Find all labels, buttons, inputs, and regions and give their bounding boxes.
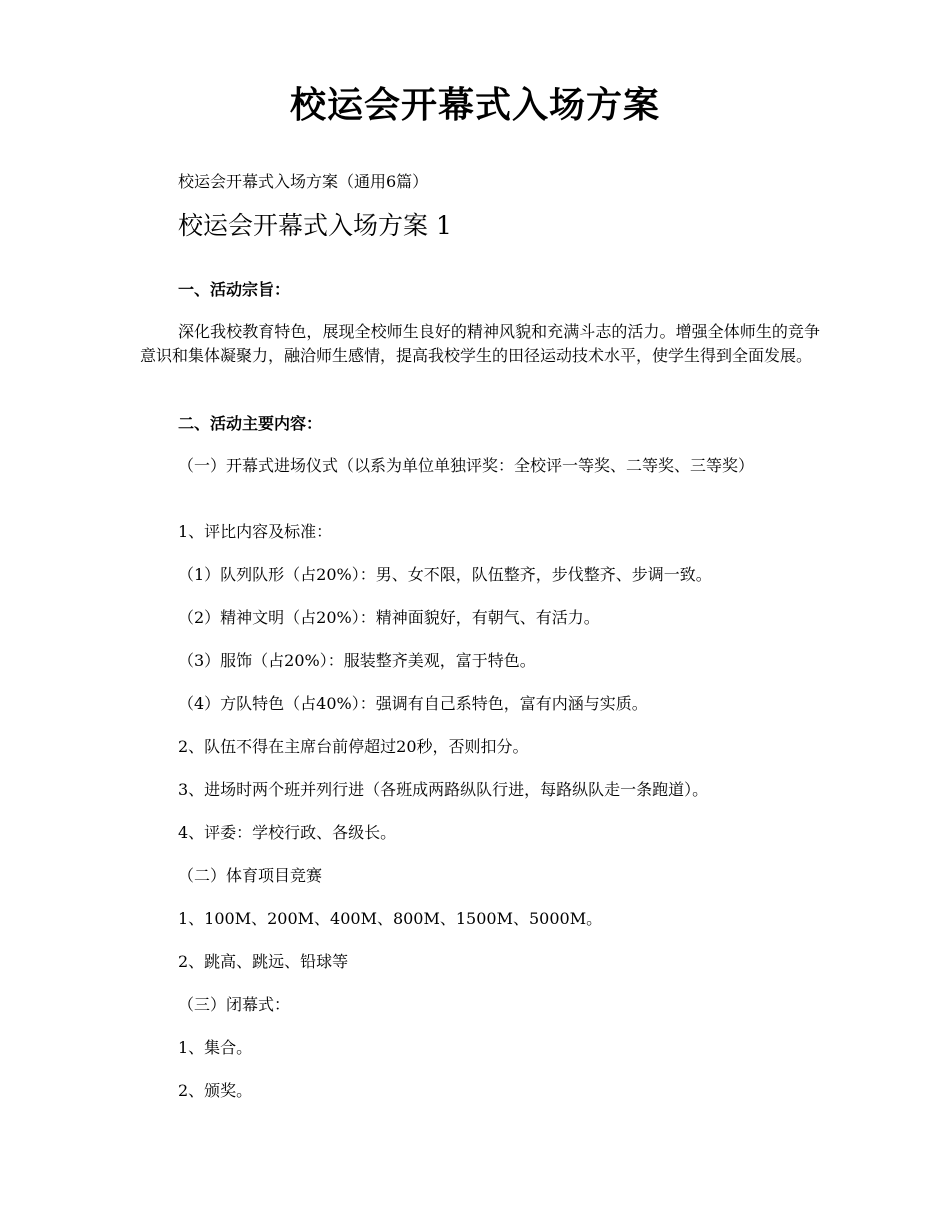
item-1-4: （4）方队特色（占40%）：强调有自己系特色，富有内涵与实质。 (178, 694, 648, 713)
item-2: 2、队伍不得在主席台前停超过20秒，否则扣分。 (178, 737, 529, 756)
document-title: 校运会开幕式入场方案 (289, 84, 660, 126)
heading-main-content: 二、活动主要内容： (178, 414, 323, 433)
item-3: 3、进场时两个班并列行进（各班成两路纵队行进，每路纵队走一条跑道）。 (178, 780, 709, 799)
part3-title: （三）闭幕式： (178, 995, 291, 1014)
part2-item-2: 2、跳高、跳远、铅球等 (178, 952, 349, 971)
part3-item-1: 1、集合。 (178, 1038, 253, 1057)
part3-item-2: 2、颁奖。 (178, 1081, 253, 1100)
item-1-3: （3）服饰（占20%）：服装整齐美观，富于特色。 (178, 651, 536, 670)
item-1-2: （2）精神文明（占20%）：精神面貌好，有朝气、有活力。 (178, 608, 600, 627)
part2-title: （二）体育项目竞赛 (178, 866, 323, 885)
item-1: 1、评比内容及标准： (178, 522, 333, 541)
heading-purpose: 一、活动宗旨： (178, 280, 291, 299)
document-subtitle: 校运会开幕式入场方案（通用6篇） (178, 172, 429, 191)
item-1-1: （1）队列队形（占20%）：男、女不限，队伍整齐，步伐整齐、步调一致。 (178, 565, 712, 584)
part2-item-1: 1、100M、200M、400M、800M、1500M、5000M。 (178, 909, 603, 928)
part1-title: （一）开幕式进场仪式（以系为单位单独评奖：全校评一等奖、二等奖、三等奖） (178, 456, 755, 475)
section-heading: 校运会开幕式入场方案 1 (178, 211, 452, 240)
item-4: 4、评委：学校行政、各级长。 (178, 823, 397, 842)
purpose-paragraph: 深化我校教育特色，展现全校师生良好的精神风貌和充满斗志的活力。增强全体师生的竞争意识和集体凝聚力，融洽师生感情，提高我校学生的田径运动技术水平，使学生得到全面发展。 (140, 322, 820, 365)
